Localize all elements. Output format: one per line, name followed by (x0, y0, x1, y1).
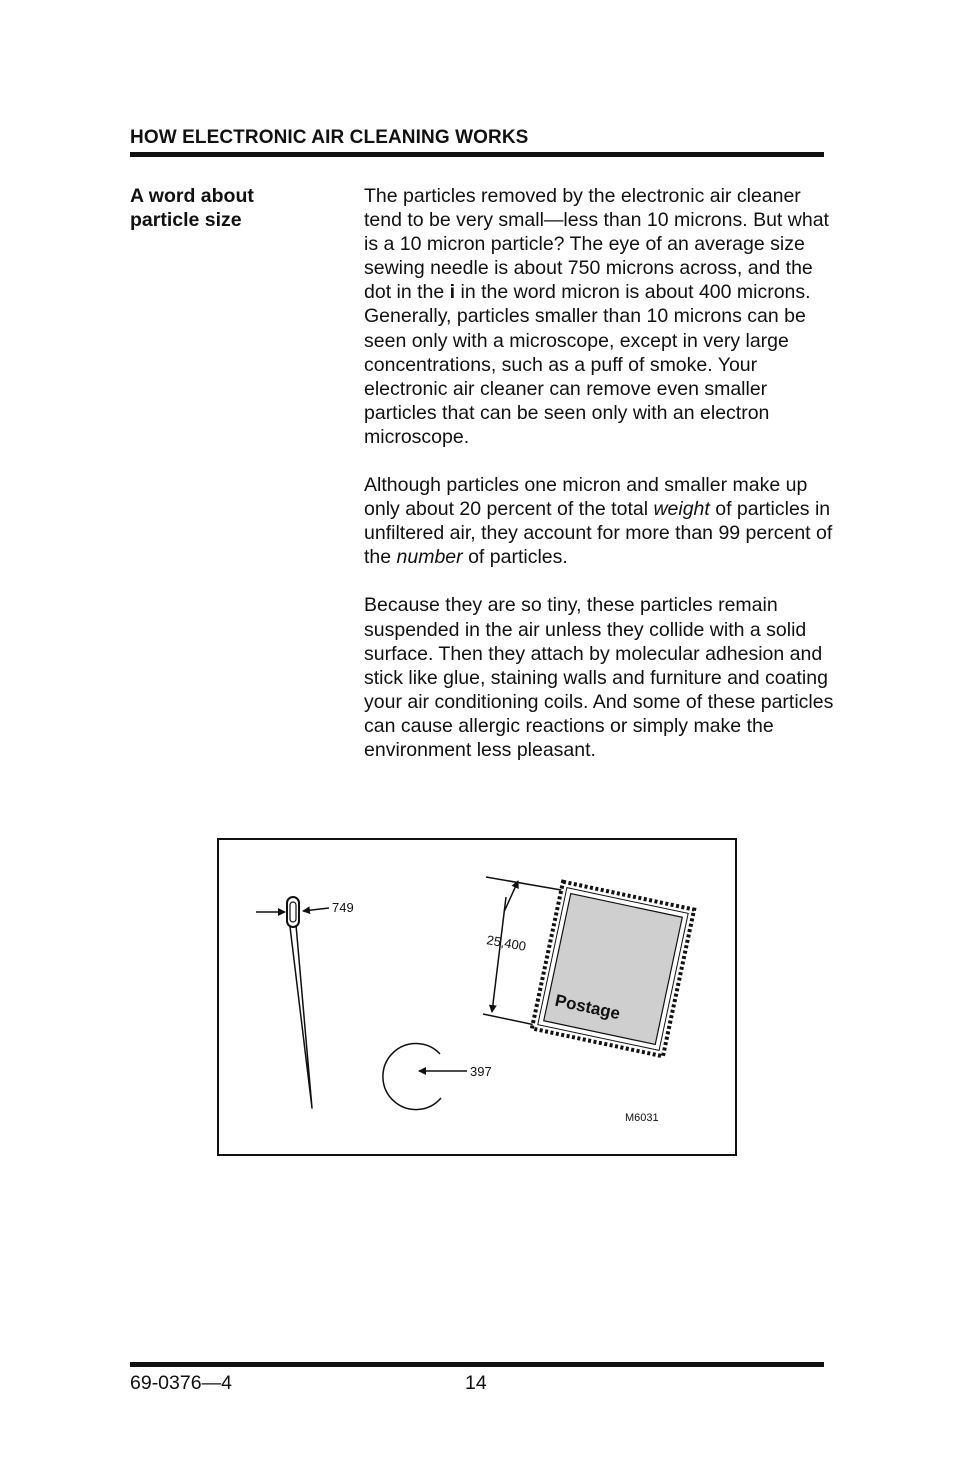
needle-icon (287, 897, 312, 1108)
circle-label: 397 (470, 1064, 492, 1079)
paragraph-3: Because they are so tiny, these particles remain suspended in the air unless they collide with a solid surface. Then they attach by molecular adhesion and stick like glue, staining walls and furniture and coating your air conditioning coils. And some of these particles can cause allergic reactions or simply make the environment less pleasant. (364, 594, 834, 761)
figure-id: M6031 (625, 1112, 659, 1124)
paragraph-2-text-a: Although particles one micron and smaller make up only about 20 percent of the total (364, 474, 808, 521)
paragraph-2-italic-weight: weight (653, 498, 710, 521)
postage-stamp-icon (532, 882, 694, 1057)
paragraph-2-text-b: of particles in unfiltered air, they account for more than 99 percent of the (364, 498, 833, 569)
page-number: 14 (465, 1372, 487, 1394)
side-heading-line-2: particle size (130, 209, 242, 231)
side-heading (130, 184, 330, 232)
doc-number: 69-0376—4 (130, 1372, 232, 1394)
stamp-dimension-label: 25,400 (485, 932, 528, 954)
needle-label: 749 (332, 900, 354, 915)
footer-rule (130, 1362, 824, 1367)
paragraph-1-text-b: in the word micron is about 400 microns. Generally, particles smaller than 10 microns can be seen only with a microscope, except in very large concentrations, such as a puff of smoke. Your electronic air cleaner can remove even smaller particles that can be seen only with an electron microscope. (364, 281, 811, 448)
particle-size-figure (217, 838, 737, 1156)
paragraph-1-text-a: The particles removed by the electronic air cleaner tend to be very small—less than 10 microns. But what is a 10 micron particle? The eye of an average size sewing needle is about 750 microns across, and the dot in the (364, 185, 829, 304)
body-text (364, 184, 834, 786)
postage-text: Postage (553, 990, 622, 1024)
paragraph-2-text-c: of particles. (462, 546, 568, 569)
header-rule (130, 152, 824, 157)
paragraph-1 (364, 184, 834, 449)
figure-illustration (219, 840, 735, 1154)
paragraph-2-italic-number: number (396, 546, 463, 569)
needle-arrow-right (303, 908, 329, 911)
side-heading-line-1: A word about (130, 185, 254, 207)
dot-circle-icon (383, 1044, 441, 1110)
section-title: HOW ELECTRONIC AIR CLEANING WORKS (130, 127, 529, 148)
paragraph-2 (364, 473, 834, 569)
paragraph-1-bold-i: i (449, 281, 456, 304)
